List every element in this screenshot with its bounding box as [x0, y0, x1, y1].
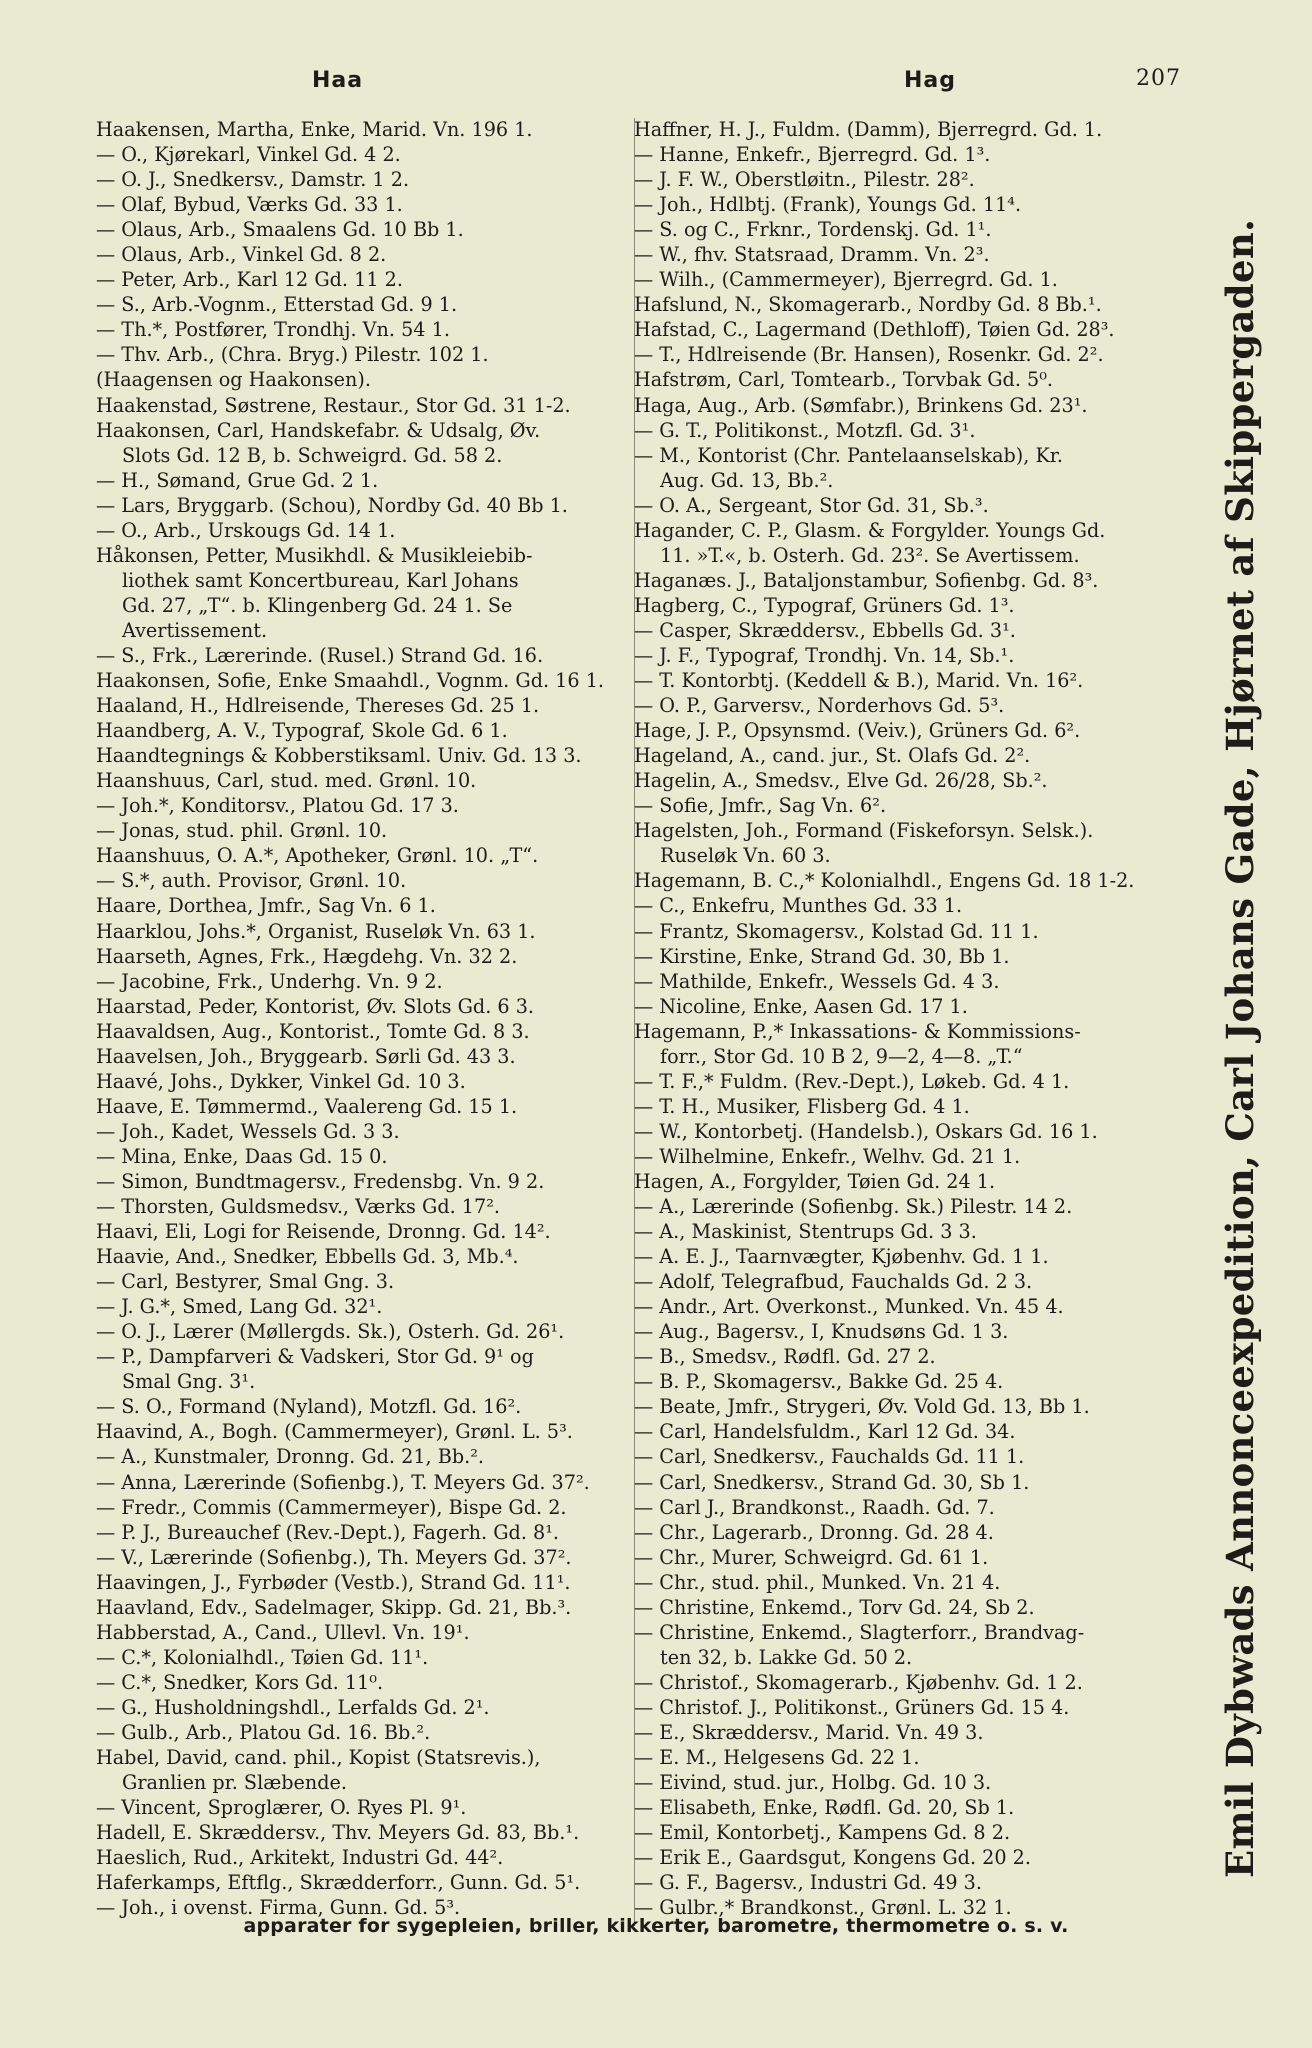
directory-entry: — G. F., Bagersv., Industri Gd. 49 3.	[634, 1871, 982, 1895]
directory-entry: Aug. Gd. 13, Bb.².	[660, 468, 834, 492]
directory-entry: — W., Kontorbetj. (Handelsb.), Oskars Gd. 16 1.	[634, 1119, 1098, 1143]
directory-entry: — A., Kunstmaler, Dronng. Gd. 21, Bb.².	[96, 1445, 485, 1469]
directory-entry: — T. Kontorbtj. (Keddell & B.), Marid. Vn. 16².	[634, 669, 1084, 693]
directory-entry: — Olaus, Arb., Vinkel Gd. 8 2.	[96, 243, 387, 267]
directory-entry: — Mathilde, Enkefr., Wessels Gd. 4 3.	[634, 969, 1000, 993]
directory-entry: Haarklou, Johs.*, Organist, Ruseløk Vn. 63 1.	[96, 919, 536, 943]
directory-entry: — Thv. Arb., (Chra. Bryg.) Pilestr. 102 1.	[96, 343, 489, 367]
directory-entry: Hadell, E. Skræddersv., Thv. Meyers Gd. 83, Bb.¹.	[96, 1821, 580, 1845]
directory-entry: Smal Gng. 3¹.	[122, 1370, 256, 1394]
left-column	[96, 117, 636, 1920]
directory-entry: — Anna, Lærerinde (Sofienbg.), T. Meyers Gd. 37².	[96, 1470, 590, 1494]
directory-entry: — Joh., Hdlbtj. (Frank), Youngs Gd. 11⁴.	[634, 193, 1022, 217]
directory-entry: — Olaus, Arb., Smaalens Gd. 10 Bb 1.	[96, 218, 464, 242]
directory-entry: — P., Dampfarveri & Vadskeri, Stor Gd. 9¹ og	[96, 1345, 534, 1369]
directory-entry: Habel, David, cand. phil., Kopist (Statsrevis.),	[96, 1746, 541, 1770]
directory-entry: — W., fhv. Statsraad, Dramm. Vn. 2³.	[634, 243, 990, 267]
directory-entry: — A. E. J., Taarnvægter, Kjøbenhv. Gd. 1 1.	[634, 1245, 1049, 1269]
directory-entry: Hagen, A., Forgylder, Tøien Gd. 24 1.	[634, 1169, 996, 1193]
directory-entry: Hagemann, B. C.,* Kolonialhdl., Engens Gd. 18 1-2.	[634, 869, 1135, 893]
directory-entry: — Christof., Skomagerarb., Kjøbenhv. Gd. 1 2.	[634, 1670, 1083, 1694]
directory-entry: — Beate, Jmfr., Strygeri, Øv. Vold Gd. 13, Bb 1.	[634, 1395, 1090, 1419]
running-head-left: Haa	[312, 68, 364, 93]
directory-entry: — Hanne, Enkefr., Bjerregrd. Gd. 1³.	[634, 143, 991, 167]
directory-entry: — T. H., Musiker, Flisberg Gd. 4 1.	[634, 1094, 970, 1118]
directory-entry: — Vincent, Sproglærer, O. Ryes Pl. 9¹.	[96, 1796, 467, 1820]
directory-entry: Haanshuus, Carl, stud. med. Grønl. 10.	[96, 769, 477, 793]
directory-entry: — S., Arb.-Vognm., Etterstad Gd. 9 1.	[96, 293, 458, 317]
directory-entry: Hafslund, N., Skomagerarb., Nordby Gd. 8 Bb.¹.	[634, 293, 1102, 317]
directory-entry: Haeslich, Rud., Arkitekt, Industri Gd. 44².	[96, 1846, 504, 1870]
directory-entry: Haganæs. J., Bataljonstambur, Sofienbg. Gd. 8³.	[634, 568, 1099, 592]
directory-entry: — Nicoline, Enke, Aasen Gd. 17 1.	[634, 994, 968, 1018]
directory-entry: Hafstad, C., Lagermand (Dethloff), Tøien Gd. 28³.	[634, 318, 1115, 342]
directory-entry: Haanshuus, O. A.*, Apotheker, Grønl. 10. „T“.	[96, 844, 539, 868]
directory-entry: — S., Frk., Lærerinde. (Rusel.) Strand Gd. 16.	[96, 643, 544, 667]
directory-entry: Hafstrøm, Carl, Tomtearb., Torvbak Gd. 5⁰.	[634, 368, 1054, 392]
directory-entry: — Th.*, Postfører, Trondhj. Vn. 54 1.	[96, 318, 450, 342]
directory-entry: Hage, J. P., Opsynsmd. (Veiv.), Grüners Gd. 6².	[634, 719, 1081, 743]
directory-entry: — Sofie, Jmfr., Sag Vn. 6².	[634, 794, 887, 818]
directory-entry: — Aug., Bagersv., I, Knudsøns Gd. 1 3.	[634, 1320, 1009, 1344]
directory-entry: — T., Hdlreisende (Br. Hansen), Rosenkr. Gd. 2².	[634, 343, 1104, 367]
directory-entry: — Jacobine, Frk., Underhg. Vn. 9 2.	[96, 969, 443, 993]
directory-entry: — Chr., Murer, Schweigrd. Gd. 61 1.	[634, 1545, 989, 1569]
directory-entry: — Carl J., Brandkonst., Raadh. Gd. 7.	[634, 1495, 995, 1519]
directory-entry: forr., Stor Gd. 10 B 2, 9—2, 4—8. „T.“	[660, 1044, 1023, 1068]
directory-entry: Haakenstad, Søstrene, Restaur., Stor Gd. 31 1-2.	[96, 393, 571, 417]
directory-entry: Hagelin, A., Smedsv., Elve Gd. 26/28, Sb.².	[634, 769, 1048, 793]
directory-entry: — S.*, auth. Provisor, Grønl. 10.	[96, 869, 407, 893]
directory-entry: — Eivind, stud. jur., Holbg. Gd. 10 3.	[634, 1771, 992, 1795]
directory-entry: — Fredr., Commis (Cammermeyer), Bispe Gd. 2.	[96, 1495, 567, 1519]
directory-entry: Hagander, C. P., Glasm. & Forgylder. Youngs Gd.	[634, 518, 1106, 542]
directory-entry: Hagemann, P.,* Inkassations- & Kommissions-	[634, 1019, 1081, 1043]
directory-entry: (Haagensen og Haakonsen).	[96, 368, 371, 392]
directory-entry: Haavi, Eli, Logi for Reisende, Dronng. Gd. 14².	[96, 1220, 551, 1244]
directory-entry: Gd. 27, „T“. b. Klingenberg Gd. 24 1. Se	[122, 593, 513, 617]
directory-entry: — S. og C., Frknr., Tordenskj. Gd. 1¹.	[634, 218, 992, 242]
directory-entry: — Erik E., Gaardsgut, Kongens Gd. 20 2.	[634, 1846, 1031, 1870]
directory-entry: Haga, Aug., Arb. (Sømfabr.), Brinkens Gd. 23¹.	[634, 393, 1088, 417]
directory-entry: Granlien pr. Slæbende.	[122, 1771, 347, 1795]
directory-entry: Haare, Dorthea, Jmfr., Sag Vn. 6 1.	[96, 894, 436, 918]
directory-entry: Haavingen, J., Fyrbøder (Vestb.), Strand Gd. 11¹.	[96, 1570, 571, 1594]
directory-entry: — G. T., Politikonst., Motzfl. Gd. 3¹.	[634, 418, 976, 442]
directory-entry: Hagelsten, Joh., Formand (Fiskeforsyn. Selsk.).	[634, 819, 1094, 843]
directory-entry: — Carl, Snedkersv., Strand Gd. 30, Sb 1.	[634, 1470, 1030, 1494]
directory-entry: — Olaf, Bybud, Værks Gd. 33 1.	[96, 193, 403, 217]
directory-entry: — G., Husholdningshdl., Lerfalds Gd. 2¹.	[96, 1695, 490, 1719]
directory-entry: — Chr., stud. phil., Munked. Vn. 21 4.	[634, 1570, 1001, 1594]
directory-entry: — Joh.*, Konditorsv., Platou Gd. 17 3.	[96, 794, 459, 818]
directory-entry: Habberstad, A., Cand., Ullevl. Vn. 19¹.	[96, 1620, 470, 1644]
directory-entry: — E., Skræddersv., Marid. Vn. 49 3.	[634, 1721, 984, 1744]
directory-entry: Haarseth, Agnes, Frk., Hægdehg. Vn. 32 2.	[96, 944, 518, 968]
directory-entry: — Jonas, stud. phil. Grønl. 10.	[96, 819, 388, 843]
directory-entry: — V., Lærerinde (Sofienbg.), Th. Meyers Gd. 37².	[96, 1545, 572, 1569]
directory-entry: — Adolf, Telegrafbud, Fauchalds Gd. 2 3.	[634, 1270, 1033, 1294]
directory-entry: Haave, E. Tømmermd., Vaalereng Gd. 15 1.	[96, 1094, 518, 1118]
directory-entry: — O., Kjørekarl, Vinkel Gd. 4 2.	[96, 143, 401, 167]
directory-entry: Hagberg, C., Typograf, Grüners Gd. 1³.	[634, 593, 1015, 617]
vertical-advertisement: Emil Dybwads Annonceexpedition, Carl Johans Gade, Hjørnet af Skippergaden.	[1218, 218, 1262, 1878]
directory-entry: — Wilh., (Cammermeyer), Bjerregrd. Gd. 1.	[634, 268, 1058, 292]
directory-entry: — A., Lærerinde (Sofienbg. Sk.) Pilestr. 14 2.	[634, 1195, 1073, 1219]
directory-entry: Haavland, Edv., Sadelmager, Skipp. Gd. 21, Bb.³.	[96, 1595, 572, 1619]
directory-entry: Hageland, A., cand. jur., St. Olafs Gd. 2².	[634, 744, 1031, 768]
directory-entry: — Frantz, Skomagersv., Kolstad Gd. 11 1.	[634, 919, 1039, 943]
directory-entry: — Thorsten, Guldsmedsv., Værks Gd. 17².	[96, 1195, 501, 1219]
directory-entry: Ruseløk Vn. 60 3.	[660, 844, 831, 868]
directory-entry: — Carl, Bestyrer, Smal Gng. 3.	[96, 1270, 395, 1294]
directory-entry: — Carl, Handelsfuldm., Karl 12 Gd. 34.	[634, 1420, 1016, 1444]
directory-entry: — Chr., Lagerarb., Dronng. Gd. 28 4.	[634, 1520, 994, 1544]
page-number: 207	[1136, 66, 1181, 91]
directory-entry: — C.*, Snedker, Kors Gd. 11⁰.	[96, 1670, 384, 1694]
directory-entry: — C., Enkefru, Munthes Gd. 33 1.	[634, 894, 963, 918]
directory-entry: Haavind, A., Bogh. (Cammermeyer), Grønl. L. 5³.	[96, 1420, 573, 1444]
directory-entry: — O. A., Sergeant, Stor Gd. 31, Sb.³.	[634, 493, 989, 517]
directory-entry: liothek samt Koncertbureau, Karl Johans	[122, 568, 519, 592]
directory-entry: — B., Smedsv., Rødfl. Gd. 27 2.	[634, 1345, 936, 1369]
directory-entry: — O. J., Lærer (Møllergds. Sk.), Osterh. Gd. 26¹.	[96, 1320, 565, 1344]
directory-entry: — J. F. W., Oberstløitn., Pilestr. 28².	[634, 168, 975, 192]
directory-entry: — J. G.*, Smed, Lang Gd. 32¹.	[96, 1295, 383, 1319]
directory-entry: — Simon, Bundtmagersv., Fredensbg. Vn. 9 2.	[96, 1169, 545, 1193]
directory-entry: — Christof. J., Politikonst., Grüners Gd. 15 4.	[634, 1695, 1070, 1719]
directory-entry: — Kirstine, Enke, Strand Gd. 30, Bb 1.	[634, 944, 1010, 968]
directory-entry: Haavaldsen, Aug., Kontorist., Tomte Gd. 8 3.	[96, 1019, 530, 1043]
directory-entry: — B. P., Skomagersv., Bakke Gd. 25 4.	[634, 1370, 1004, 1394]
directory-entry: Haavelsen, Joh., Bryggearb. Sørli Gd. 43 3.	[96, 1044, 516, 1068]
directory-entry: — Carl, Snedkersv., Fauchalds Gd. 11 1.	[634, 1445, 1025, 1469]
running-head-right: Hag	[904, 68, 957, 93]
directory-entry: — Elisabeth, Enke, Rødfl. Gd. 20, Sb 1.	[634, 1796, 1015, 1820]
directory-entry: — Peter, Arb., Karl 12 Gd. 11 2.	[96, 268, 403, 292]
directory-entry: — Mina, Enke, Daas Gd. 15 0.	[96, 1144, 388, 1168]
directory-entry: Haakensen, Martha, Enke, Marid. Vn. 196 1.	[96, 118, 533, 141]
directory-entry: Haandtegnings & Kobberstiksaml. Univ. Gd. 13 3.	[96, 744, 582, 768]
directory-entry: — Casper, Skræddersv., Ebbells Gd. 3¹.	[634, 618, 1016, 642]
directory-entry: — Lars, Bryggarb. (Schou), Nordby Gd. 40 Bb 1.	[96, 493, 568, 517]
directory-entry: — J. F., Typograf, Trondhj. Vn. 14, Sb.¹.	[634, 643, 1015, 667]
directory-entry: — E. M., Helgesens Gd. 22 1.	[634, 1746, 920, 1770]
directory-entry: Slots Gd. 12 B, b. Schweigrd. Gd. 58 2.	[122, 443, 503, 467]
directory-entry: — Joh., i ovenst. Firma, Gunn. Gd. 5³.	[96, 1896, 461, 1920]
directory-entry: — Christine, Enkemd., Slagterforr., Brandvag-	[634, 1620, 1085, 1644]
directory-entry: Haakonsen, Carl, Handskefabr. & Udsalg, Øv.	[96, 418, 541, 442]
directory-entry: — Gulb., Arb., Platou Gd. 16. Bb.².	[96, 1721, 431, 1744]
directory-entry: — H., Sømand, Grue Gd. 2 1.	[96, 468, 379, 492]
footer-advertisement: apparater for sygepleien, briller, kikkerter, barometre, thermometre o. s. v.	[243, 1915, 1069, 1937]
directory-entry: Haandberg, A. V., Typograf, Skole Gd. 6 1.	[96, 719, 508, 743]
directory-entry: — T. F.,* Fuldm. (Rev.-Dept.), Løkeb. Gd. 4 1.	[634, 1069, 1070, 1093]
directory-entry: Haffner, H. J., Fuldm. (Damm), Bjerregrd. Gd. 1.	[634, 118, 1103, 141]
directory-entry: ten 32, b. Lakke Gd. 50 2.	[660, 1645, 913, 1669]
directory-entry: — Gulbr.,* Brandkonst., Grønl. L. 32 1.	[634, 1896, 1012, 1920]
directory-entry: — C.*, Kolonialhdl., Tøien Gd. 11¹.	[96, 1645, 429, 1669]
directory-entry: Haakonsen, Sofie, Enke Smaahdl., Vognm. Gd. 16 1.	[96, 669, 604, 693]
directory-entry: Haarstad, Peder, Kontorist, Øv. Slots Gd. 6 3.	[96, 994, 535, 1018]
directory-entry: — Andr., Art. Overkonst., Munked. Vn. 45 4.	[634, 1295, 1064, 1319]
directory-entry: Haavé, Johs., Dykker, Vinkel Gd. 10 3.	[96, 1069, 466, 1093]
directory-entry: Haferkamps, Eftflg., Skrædderforr., Gunn. Gd. 5¹.	[96, 1871, 581, 1895]
directory-entry: 11. »T.«, b. Osterh. Gd. 23². Se Avertissem.	[660, 543, 1080, 567]
directory-entry: — O. P., Garversv., Norderhovs Gd. 5³.	[634, 694, 1005, 718]
directory-entry: — Christine, Enkemd., Torv Gd. 24, Sb 2.	[634, 1595, 1035, 1619]
directory-entry: — O., Arb., Urskougs Gd. 14 1.	[96, 518, 396, 542]
directory-entry: — O. J., Snedkersv., Damstr. 1 2.	[96, 168, 410, 192]
directory-entry: Haavie, And., Snedker, Ebbells Gd. 3, Mb.⁴.	[96, 1245, 519, 1269]
directory-entry: — P. J., Bureauchef (Rev.-Dept.), Fagerh. Gd. 8¹.	[96, 1520, 560, 1544]
directory-entry: — Wilhelmine, Enkefr., Welhv. Gd. 21 1.	[634, 1144, 1021, 1168]
directory-entry: Avertissement.	[122, 618, 268, 642]
directory-entry: — Emil, Kontorbetj., Kampens Gd. 8 2.	[634, 1821, 1011, 1845]
directory-entry: — Joh., Kadet, Wessels Gd. 3 3.	[96, 1119, 400, 1143]
right-column	[634, 117, 1200, 1920]
directory-entry: — S. O., Formand (Nyland), Motzfl. Gd. 16².	[96, 1395, 522, 1419]
directory-entry: — M., Kontorist (Chr. Pantelaanselskab), Kr.	[634, 443, 1063, 467]
directory-entry: Haaland, H., Hdlreisende, Thereses Gd. 25 1.	[96, 694, 540, 718]
directory-entry: Håkonsen, Petter, Musikhdl. & Musikleiebib-	[96, 543, 533, 567]
directory-entry: — A., Maskinist, Stentrups Gd. 3 3.	[634, 1220, 977, 1244]
